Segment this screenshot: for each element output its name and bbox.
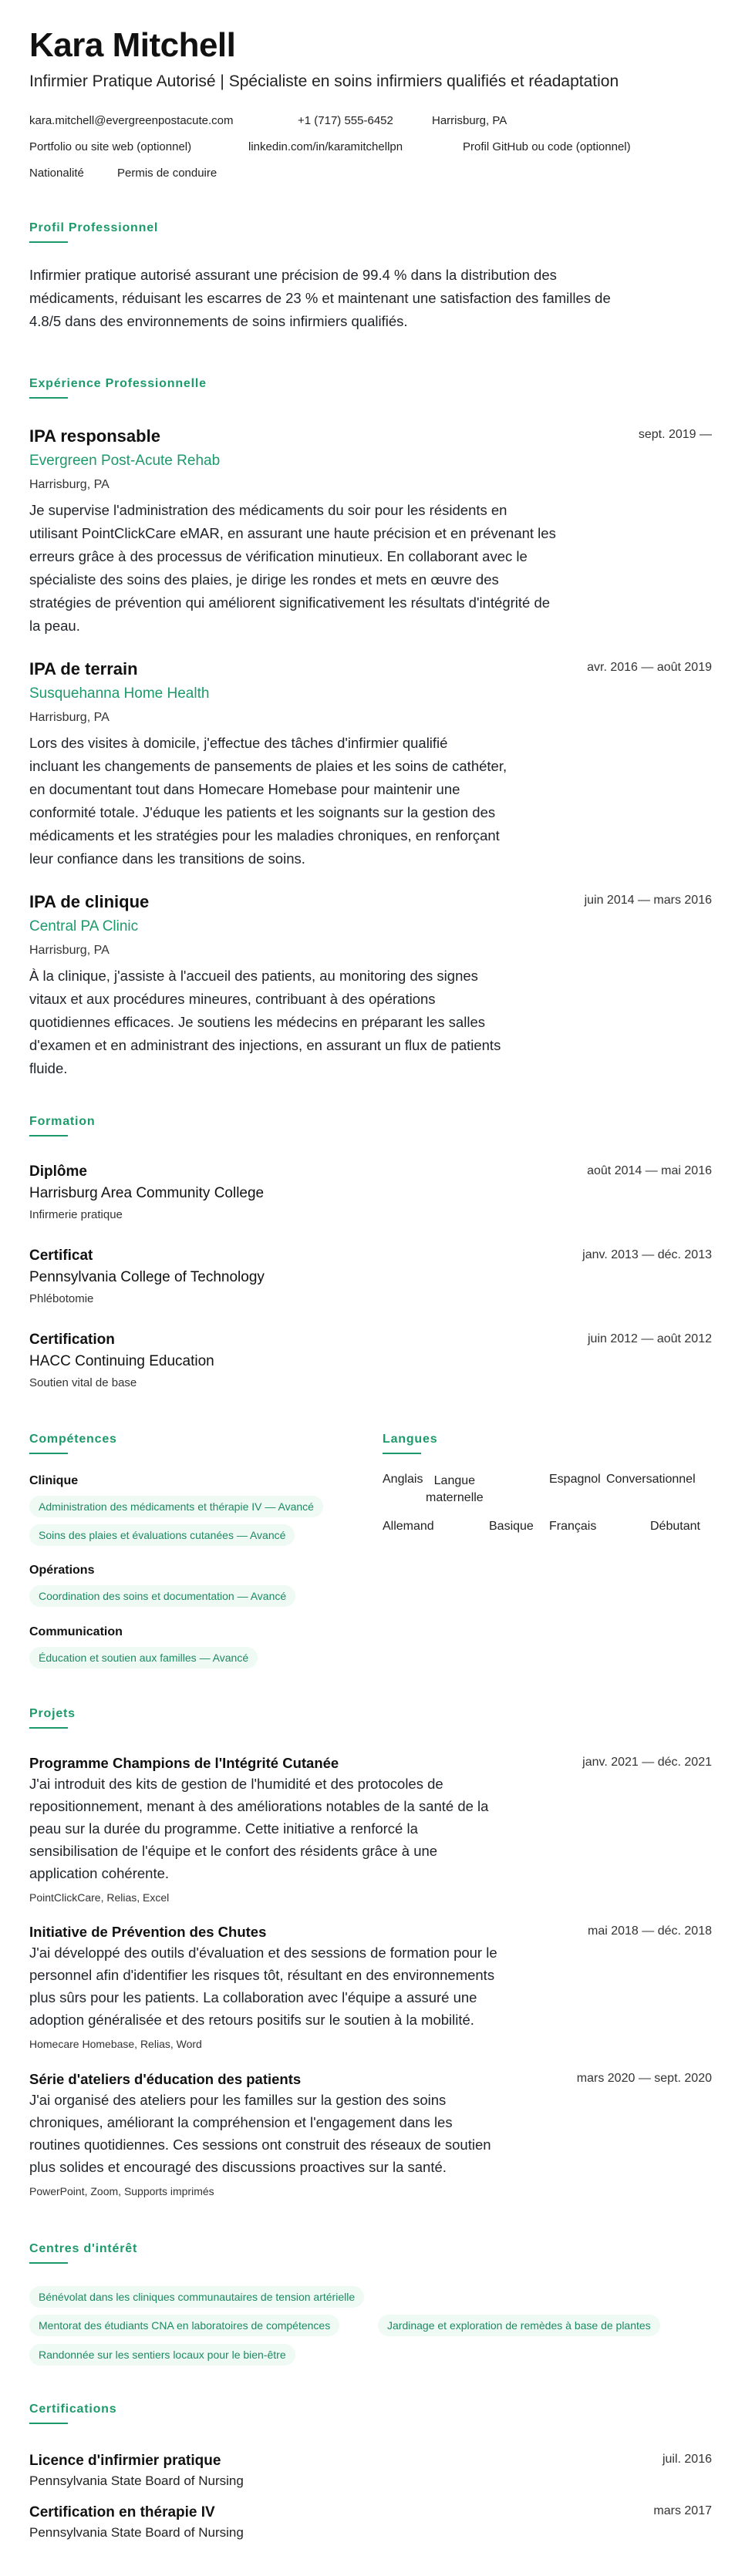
certification-org: Pennsylvania State Board of Nursing: [29, 2525, 244, 2540]
description-line: peau sur la durée du programme. Cette initiative a renforcé la: [29, 1820, 418, 1837]
contact-nationality: Nationalité: [29, 167, 84, 180]
description-line: d'examen et en administrant des injections, en assurant un flux de patients: [29, 1037, 501, 1053]
description-line: routines quotidiennes. Ces sessions ont construit des réseaux de soutien: [29, 2137, 491, 2153]
language-name: Anglais: [383, 1473, 423, 1486]
skill-chip: Éducation et soutien aux familles — Avancé: [29, 1647, 258, 1669]
job-role: IPA de clinique: [29, 892, 150, 911]
job-role: IPA responsable: [29, 426, 160, 446]
skill-group-name: Clinique: [29, 1474, 79, 1487]
education-school: Harrisburg Area Community College: [29, 1185, 265, 1201]
job-description: [29, 732, 639, 870]
education-school: Pennsylvania College of Technology: [29, 1269, 265, 1285]
job-description: [29, 499, 639, 638]
projects-underline: [29, 1727, 68, 1729]
project-tools: PointClickCare, Relias, Excel: [29, 1891, 170, 1904]
job-date: sept. 2019 —: [638, 428, 712, 441]
languages-section-title: Langues: [383, 1433, 438, 1446]
contact-license: Permis de conduire: [117, 167, 217, 180]
job-description: [29, 965, 639, 1080]
description-line: repositionnement, menant à des améliorations notables de la santé de la: [29, 1798, 489, 1814]
interests-section-title: Centres d'intérêt: [29, 2242, 138, 2255]
job-role: IPA de terrain: [29, 659, 138, 679]
certification-org: Pennsylvania State Board of Nursing: [29, 2473, 244, 2488]
certifications-underline: [29, 2423, 68, 2424]
skills-section-title: Compétences: [29, 1433, 117, 1446]
description-line: J'ai introduit des kits de gestion de l'humidité et des protocoles de: [29, 1776, 443, 1792]
contact-github[interactable]: Profil GitHub ou code (optionnel): [463, 140, 631, 153]
description-line: application cohérente.: [29, 1865, 170, 1881]
language-level: Conversationnel: [606, 1473, 696, 1486]
education-date: juin 2012 — août 2012: [587, 1332, 712, 1345]
project-title: Programme Champions de l'Intégrité Cutanée: [29, 1755, 339, 1771]
job-company: Evergreen Post-Acute Rehab: [29, 453, 221, 469]
language-level-line: Langue: [433, 1474, 476, 1487]
project-description: [29, 1773, 639, 1884]
skill-chip: Soins des plaies et évaluations cutanées — Avancé: [29, 1524, 295, 1546]
description-line: plus solides et encouragé des discussions proactives sur la santé.: [29, 2159, 447, 2175]
projects-section-title: Projets: [29, 1707, 76, 1720]
interest-chip: Bénévolat dans les cliniques communautaires de tension artérielle: [29, 2286, 364, 2308]
project-title: Initiative de Prévention des Chutes: [29, 1924, 267, 1940]
description-line: incluant les changements de pansements de plaies et les soins de cathéter,: [29, 758, 507, 774]
education-date: août 2014 — mai 2016: [587, 1164, 712, 1177]
education-field: Infirmerie pratique: [29, 1208, 123, 1221]
experience-section-title: Expérience Professionnelle: [29, 377, 207, 390]
contact-location: Harrisburg, PA: [432, 114, 507, 127]
description-line: stratégies de prévention qui améliorent significativement les résultats d'intégrité de: [29, 594, 551, 611]
contact-phone[interactable]: +1 (717) 555-6452: [298, 114, 393, 127]
language-name: Allemand: [383, 1520, 434, 1533]
interest-chip: Mentorat des étudiants CNA en laboratoires de compétences: [29, 2315, 339, 2336]
job-company: Susquehanna Home Health: [29, 685, 210, 702]
job-date: avr. 2016 — août 2019: [587, 661, 712, 674]
experience-underline: [29, 397, 68, 399]
profile-section-title: Profil Professionnel: [29, 221, 159, 234]
skill-chip: Coordination des soins et documentation — Avancé: [29, 1585, 295, 1607]
skill-group-name: Communication: [29, 1625, 123, 1638]
language-name: Français: [549, 1520, 597, 1533]
description-line: chroniques, améliorant la compréhension et l'engagement dans les: [29, 2114, 453, 2130]
description-line: spécialiste des soins des plaies, je dirige les rondes et mets en œuvre des: [29, 571, 499, 588]
education-degree: Certificat: [29, 1248, 93, 1264]
certification-date: juil. 2016: [662, 2453, 712, 2466]
project-tools: Homecare Homebase, Relias, Word: [29, 2038, 202, 2050]
description-line: médicaments et les stratégies pour les maladies chroniques, en renforçant: [29, 827, 500, 844]
education-underline: [29, 1135, 68, 1136]
description-line: quotidiennes efficaces. Je soutiens les médecins en préparant les salles: [29, 1014, 485, 1030]
description-line: la peau.: [29, 618, 80, 634]
description-line: J'ai organisé des ateliers pour les familles sur la gestion des soins: [29, 2092, 447, 2108]
profile-text: Infirmier pratique autorisé assurant une précision de 99.4 % dans la distribution des médicaments, réduisant les escarres de 23 % et maintenant une satisfaction des familles de 4.8/5 dans des environnements de soins infirmiers qualifiés.: [29, 267, 611, 329]
skill-chip: Administration des médicaments et thérapie IV — Avancé: [29, 1496, 323, 1517]
profile-underline: [29, 241, 68, 243]
education-field: Soutien vital de base: [29, 1376, 137, 1389]
description-line: erreurs grâce à des processus de vérification minutieux. En collaborant avec le: [29, 548, 528, 564]
skills-underline: [29, 1453, 68, 1454]
certification-title: Licence d'infirmier pratique: [29, 2453, 221, 2469]
job-company: Central PA Clinic: [29, 918, 139, 934]
description-line: plus sûrs pour les patients. La collaboration avec l'équipe a assuré une: [29, 1989, 477, 2005]
education-field: Phlébotomie: [29, 1292, 94, 1305]
education-date: janv. 2013 — déc. 2013: [582, 1248, 712, 1261]
description-line: adoption généralisée et des retours positifs sur le soutien à la mobilité.: [29, 2012, 474, 2028]
project-title: Série d'ateliers d'éducation des patients: [29, 2071, 302, 2087]
job-location: Harrisburg, PA: [29, 944, 110, 957]
certifications-section-title: Certifications: [29, 2403, 117, 2416]
description-line: leur confiance dans les transitions de soins.: [29, 850, 305, 867]
candidate-name: Kara Mitchell: [29, 26, 236, 64]
education-degree: Diplôme: [29, 1163, 87, 1180]
description-line: conformité totale. J'éduque les patients et les soignants sur la gestion des: [29, 804, 496, 820]
candidate-headline: Infirmier Pratique Autorisé | Spécialiste en soins infirmiers qualifiés et réadaptation: [29, 72, 619, 90]
description-line: J'ai développé des outils d'évaluation et des sessions de formation pour le: [29, 1945, 497, 1961]
contact-linkedin[interactable]: linkedin.com/in/karamitchellpn: [248, 140, 403, 153]
interests-underline: [29, 2262, 68, 2264]
description-line: sensibilisation de l'équipe et le confort des résidents grâce à une: [29, 1843, 438, 1859]
language-level: Basique: [489, 1520, 534, 1533]
job-location: Harrisburg, PA: [29, 478, 110, 491]
education-section-title: Formation: [29, 1115, 96, 1128]
project-description: [29, 1941, 639, 2031]
description-line: Je supervise l'administration des médicaments du soir pour les résidents en: [29, 502, 507, 518]
interest-chip: Jardinage et exploration de remèdes à base de plantes: [378, 2315, 660, 2336]
project-date: janv. 2021 — déc. 2021: [582, 1756, 712, 1769]
interest-chip: Randonnée sur les sentiers locaux pour le bien-être: [29, 2344, 295, 2366]
description-line: utilisant PointClickCare eMAR, en assurant une haute précision et en prévenant les: [29, 525, 556, 541]
description-line: personnel afin d'identifier les risques tôt, résultant en des environnements: [29, 1967, 495, 1983]
contact-portfolio[interactable]: Portfolio ou site web (optionnel): [29, 140, 192, 153]
description-line: vitaux et aux procédures mineures, contribuant à des opérations: [29, 991, 436, 1007]
job-location: Harrisburg, PA: [29, 711, 110, 724]
description-line: fluide.: [29, 1060, 68, 1076]
education-degree: Certification: [29, 1332, 115, 1348]
certification-date: mars 2017: [653, 2504, 712, 2517]
job-date: juin 2014 — mars 2016: [584, 894, 712, 907]
skill-group-name: Opérations: [29, 1564, 95, 1577]
description-line: À la clinique, j'assiste à l'accueil des patients, au monitoring des signes: [29, 968, 478, 984]
project-date: mars 2020 — sept. 2020: [576, 2072, 712, 2085]
project-description: [29, 2089, 639, 2178]
contact-email[interactable]: kara.mitchell@evergreenpostacute.com: [29, 114, 234, 127]
description-line: Lors des visites à domicile, j'effectue des tâches d'infirmier qualifié: [29, 735, 448, 751]
language-level-line: maternelle: [426, 1491, 484, 1504]
description-line: en documentant tout dans Homecare Homebase pour maintenir une: [29, 781, 460, 797]
project-date: mai 2018 — déc. 2018: [588, 1924, 712, 1938]
language-level: Débutant: [650, 1520, 700, 1533]
language-name: Espagnol: [549, 1473, 601, 1486]
education-school: HACC Continuing Education: [29, 1353, 214, 1369]
certification-title: Certification en thérapie IV: [29, 2504, 215, 2520]
project-tools: PowerPoint, Zoom, Supports imprimés: [29, 2185, 214, 2197]
languages-underline: [383, 1453, 421, 1454]
language-level: [426, 1473, 484, 1507]
